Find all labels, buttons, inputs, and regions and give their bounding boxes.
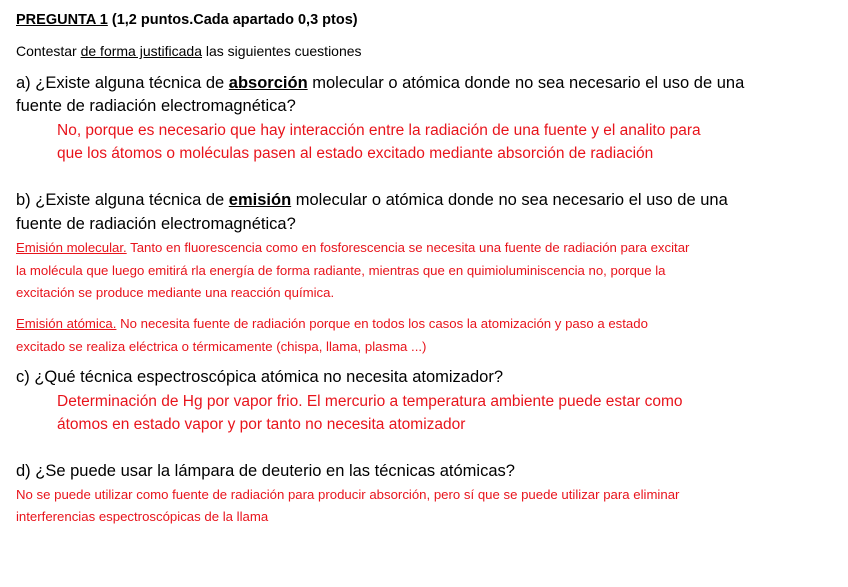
answer-b-molecular-line3: excitación se produce mediante una reacción química. [16, 285, 335, 300]
question-b-line2: fuente de radiación electromagnética? [16, 215, 296, 233]
instructions-post: las siguientes cuestiones [202, 43, 362, 59]
answer-b-atomic-label: Emisión atómica. [16, 316, 117, 331]
question-d: d) ¿Se puede usar la lámpara de deuterio en las técnicas atómicas? [16, 462, 515, 480]
question-b-pre: b) ¿Existe alguna técnica de [16, 191, 229, 209]
instructions [16, 43, 362, 59]
answer-b-atomic-line1 [16, 316, 648, 331]
question-title: PREGUNTA 1 [16, 12, 108, 28]
answer-b-atomic-text: No necesita fuente de radiación porque en todos los casos la atomización y paso a estado [116, 316, 648, 331]
question-b-post: molecular o atómica donde no sea necesario el uso de una [291, 191, 728, 209]
answer-a-line1: No, porque es necesario que hay interacción entre la radiación de una fuente y el analito para [57, 122, 701, 139]
question-a-post: molecular o atómica donde no sea necesario el uso de una [307, 74, 745, 92]
question-header [16, 12, 358, 28]
question-a-pre: a) ¿Existe alguna técnica de [16, 74, 229, 92]
answer-d-line1: No se puede utilizar como fuente de radiación para producir absorción, pero sí que se puede utilizar para eliminar [16, 487, 680, 502]
answer-d-line2: interferencias espectroscópicas de la llama [16, 509, 269, 524]
answer-a-line2: que los átomos o moléculas pasen al estado excitado mediante absorción de radiación [57, 145, 654, 162]
answer-c-line2: átomos en estado vapor y por tanto no necesita atomizador [57, 416, 466, 433]
question-c: c) ¿Qué técnica espectroscópica atómica no necesita atomizador? [16, 368, 503, 386]
question-a-line1 [16, 74, 744, 93]
instructions-emphasis: de forma justificada [80, 43, 202, 59]
question-a-line2: fuente de radiación electromagnética? [16, 97, 296, 115]
instructions-pre: Contestar [16, 43, 81, 59]
question-b-line1 [16, 191, 728, 210]
answer-b-molecular-line2: la molécula que luego emitirá rla energía de forma radiante, mientras que en quimioluminiscencia no, porque la [16, 263, 666, 278]
answer-b-molecular-label: Emisión molecular. [16, 240, 127, 255]
question-points: (1,2 puntos.Cada apartado 0,3 ptos) [107, 12, 358, 28]
answer-b-atomic-line2: excitado se realiza eléctrica o térmicamente (chispa, llama, plasma ...) [16, 339, 427, 354]
question-b-keyword: emisión [228, 191, 292, 209]
answer-b-molecular-line1 [16, 240, 689, 255]
answer-b-molecular-text: Tanto en fluorescencia como en fosforescencia se necesita una fuente de radiación para excitar [126, 240, 690, 255]
answer-c-line1: Determinación de Hg por vapor frio. El mercurio a temperatura ambiente puede estar como [57, 393, 683, 410]
question-a-keyword: absorción [228, 74, 308, 92]
